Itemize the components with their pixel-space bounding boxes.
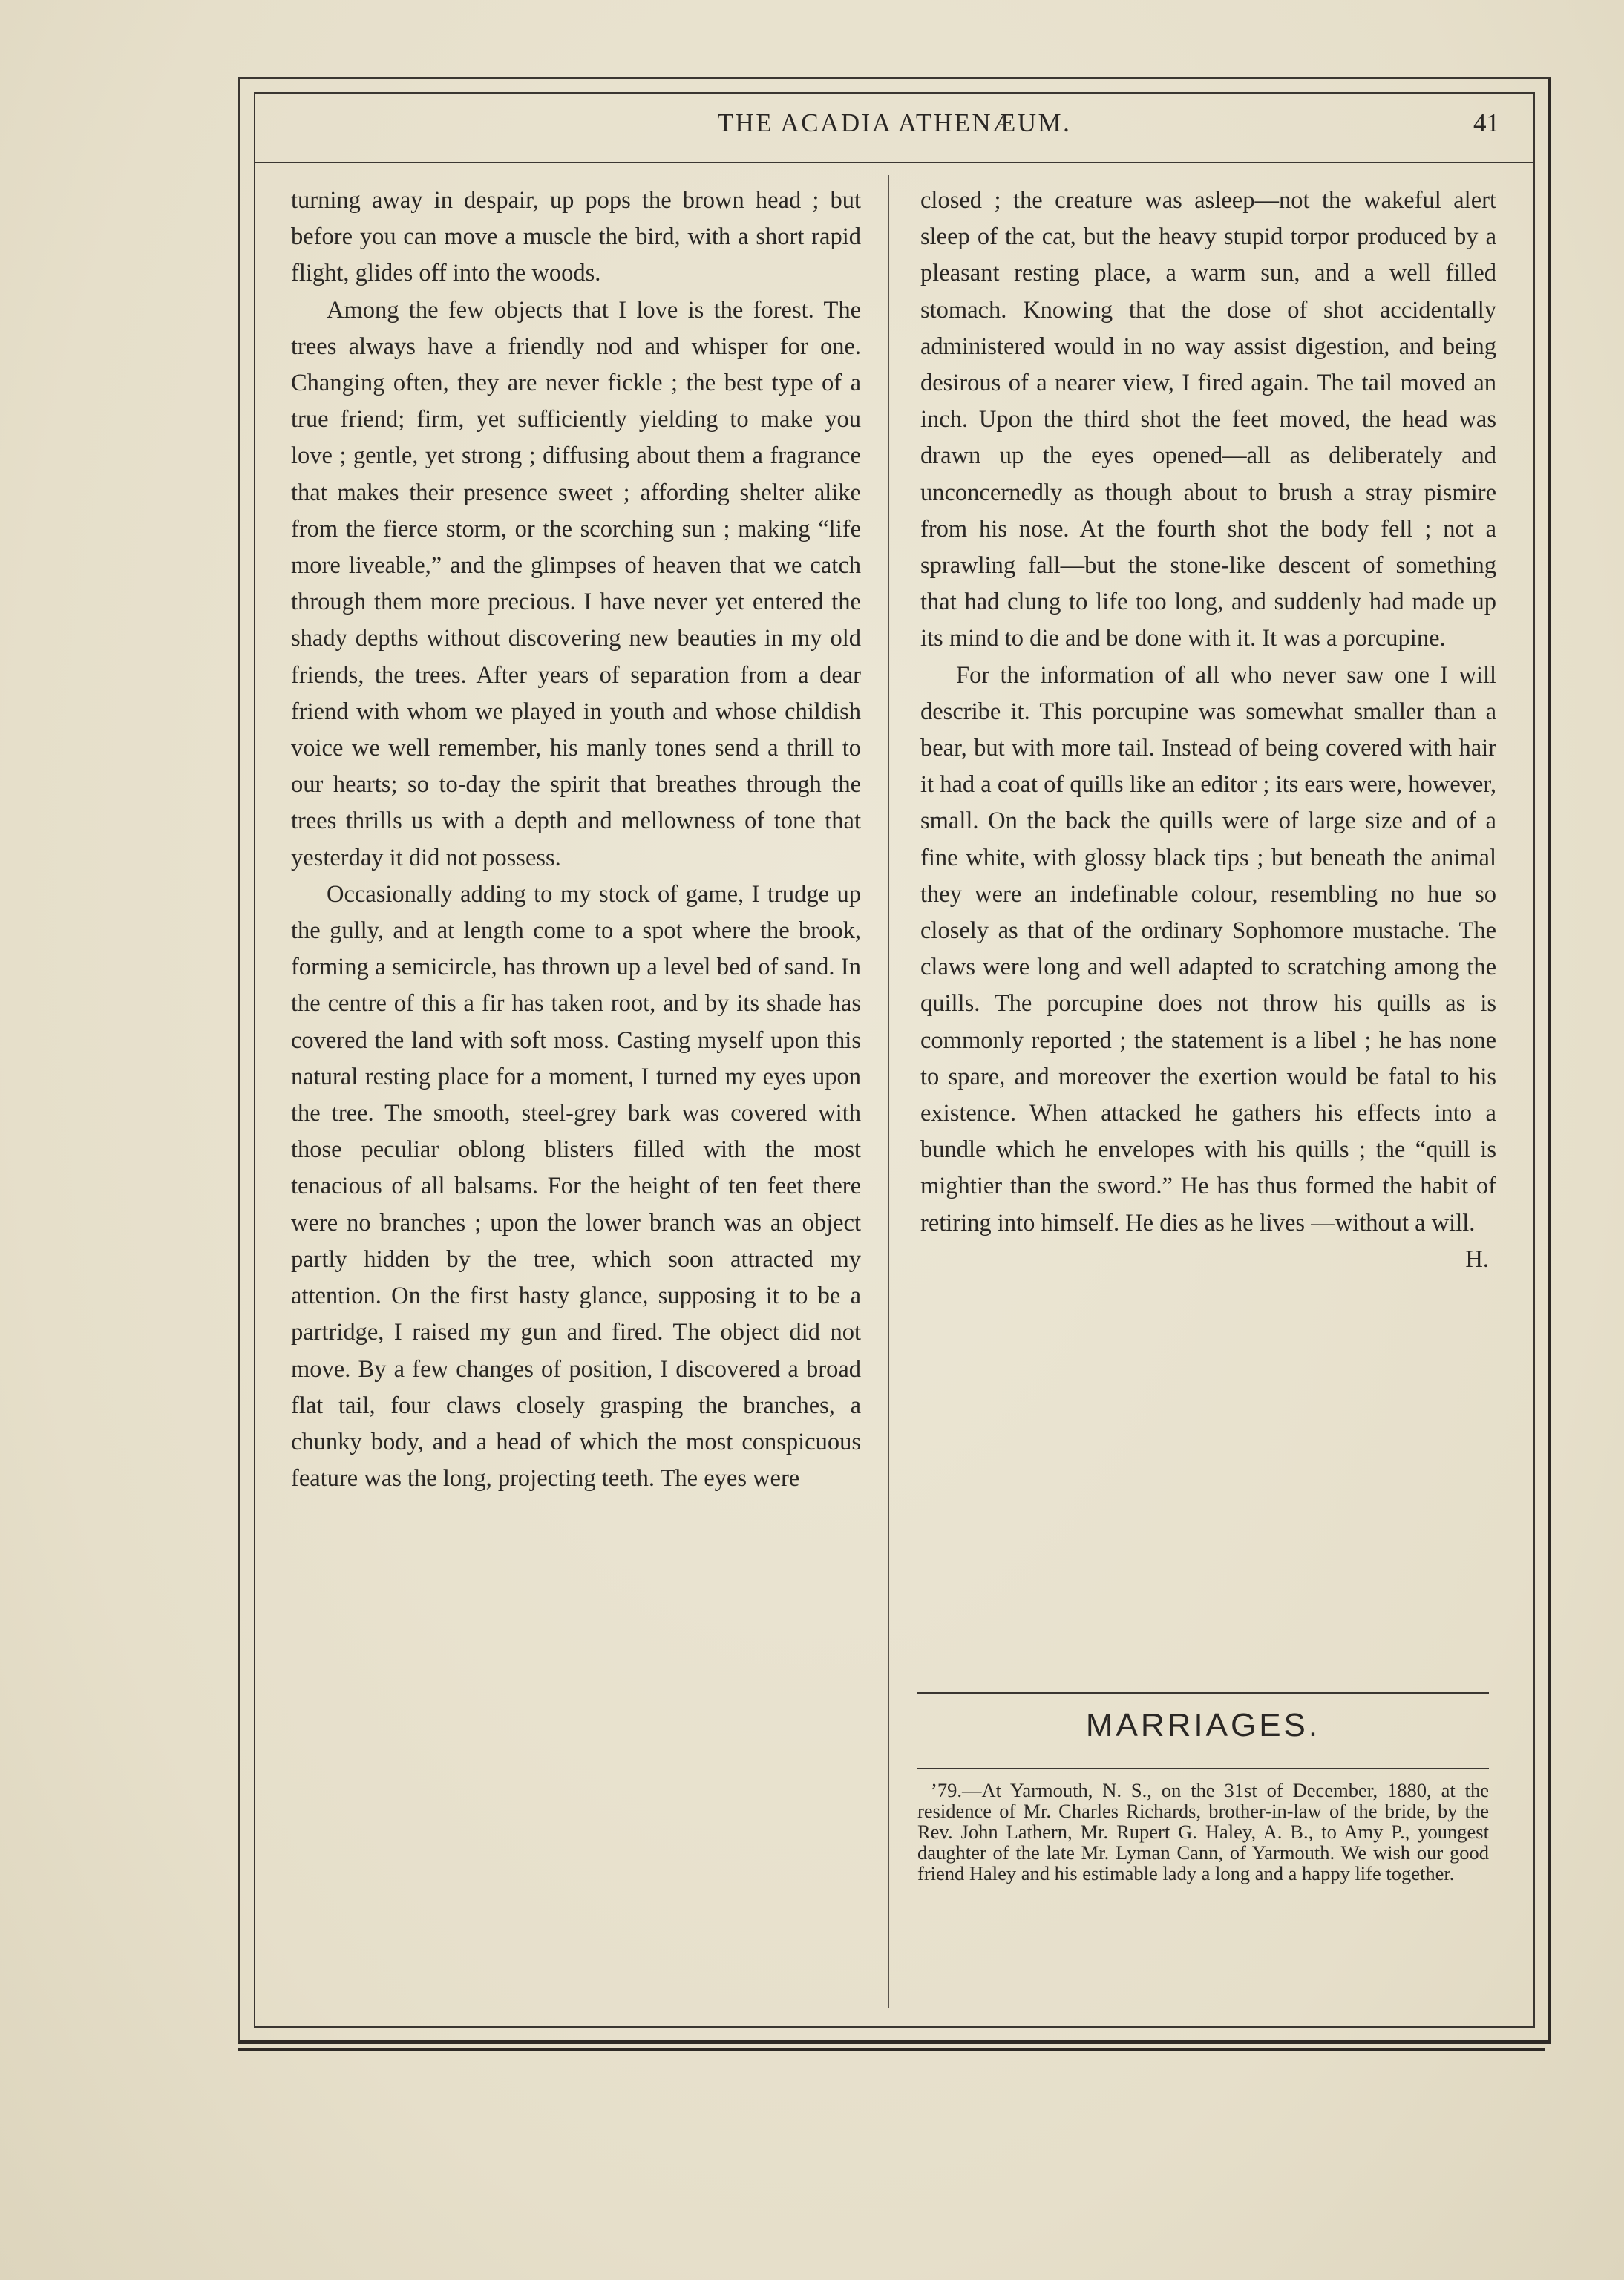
column-divider [888, 175, 889, 2008]
article-paragraph: Occasionally adding to my stock of game, I trudge up the gully, and at length come to a spot where the brook, forming a semicircle, has thrown up a level bed of sand. In the centre of this a fir has taken root, and by its shade has covered the land with soft moss. Casting myself upon this natural resting place for a moment, I turned my eyes upon the tree. The smooth, steel-grey bark was covered with those peculiar oblong blisters filled with the most tenacious of all balsams. For the height of ten feet there were no branches ; upon the lower branch was an object partly hidden by the tree, which soon attracted my attention. On the first hasty glance, supposing it to be a partridge, I raised my gun and fired. The object did not move. By a few changes of position, I discovered a broad flat tail, four claws closely grasping the branches, a chunky body, and a head of which the most conspicuous feature was the long, projecting teeth. The eyes were [291, 880, 861, 1493]
bottom-rule [238, 2048, 1545, 2051]
journal-title: THE ACADIA ATHENÆUM. [717, 108, 1072, 137]
article-paragraph: Among the few objects that I love is the forest. The trees always have a friendly nod and whisper for one. Changing often, they are never fickle ; the best type of a true friend; firm, yet sufficiently yielding to make you love ; gentle, yet strong ; diffusing about them a fragrance that makes their presence sweet ; affording shelter alike from the fierce storm, or the scorching sun ; making “life more liveable,” and the glimpses of heaven that we catch through them more precious. I have never yet entered the shady depths without discovering new beauties in my old friends, the trees. After years of separation from a dear friend with whom we played in youth and whose childish voice we well remember, his manly tones send a thrill to our hearts; so to-day the spirit that breathes through the trees thrills us with a depth and mellowness of tone that yesterday it did not possess. [291, 296, 861, 871]
marriage-notice-text: ’79.—At Yarmouth, N. S., on the 31st of December, 1880, at the residence of Mr. Charles Richards, brother-in-law of the bride, by the Rev. John Lathern, Mr. Rupert G. Haley, A. B., to Amy P., youngest daughter of the late Mr. Lyman Cann, of Yarmouth. We wish our good friend Haley and his estimable lady a long and a happy life together. [917, 1779, 1489, 1884]
right-column [920, 183, 1496, 1278]
article-paragraph: turning away in despair, up pops the brown head ; but before you can move a muscle the bird, with a short rapid flight, glides off into the woods. [291, 187, 861, 287]
page-number: 41 [1473, 108, 1499, 137]
header-rule [254, 162, 1535, 163]
running-header [254, 104, 1535, 148]
article-paragraph: closed ; the creature was asleep—not the wakeful alert sleep of the cat, but the heavy stupid torpor produced by a pleasant resting place, a warm sun, and a well filled stomach. Knowing that the dose of shot accidentally administered would in no way assist digestion, and being desirous of a nearer view, I fired again. The tail moved an inch. Upon the third shot the feet moved, the head was drawn up the eyes opened—all as deliberately and unconcernedly as though about to brush a stray pismire from his nose. At the fourth shot the body fell ; not a sprawling fall—but the stone-like descent of something that had clung to life too long, and suddenly had made up its mind to die and be done with it. It was a porcupine. [920, 187, 1496, 652]
marriages-heading: MARRIAGES. [1085, 1707, 1321, 1743]
section-rule [917, 1692, 1489, 1694]
double-rule [917, 1768, 1489, 1772]
left-column [291, 183, 861, 1497]
article-paragraph [920, 658, 1496, 1273]
author-signature: H. [1465, 1245, 1489, 1273]
marriage-notice [917, 1780, 1489, 1884]
article-paragraph-text: For the information of all who never saw one I will describe it. This porcupine was somewhat smaller than a bear, but with more tail. Instead of being covered with hair it had a coat of quills like an editor ; its ears were, however, small. On the back the quills were of large size and of a fine white, with glossy black tips ; but beneath the animal they were an indefinable colour, resembling no hue so closely as that of the ordinary Sophomore mustache. The claws were long and well adapted to scratching among the quills. The porcupine does not throw his quills as is commonly reported ; the statement is a libel ; he has none to spare, and moreover the exertion would be fatal to his existence. When attacked he gathers his effects into a bundle which he envelopes with his quills ; the “quill is mightier than the sword.” He has thus formed the habit of retiring into himself. He dies as he lives —without a will. [920, 661, 1496, 1236]
